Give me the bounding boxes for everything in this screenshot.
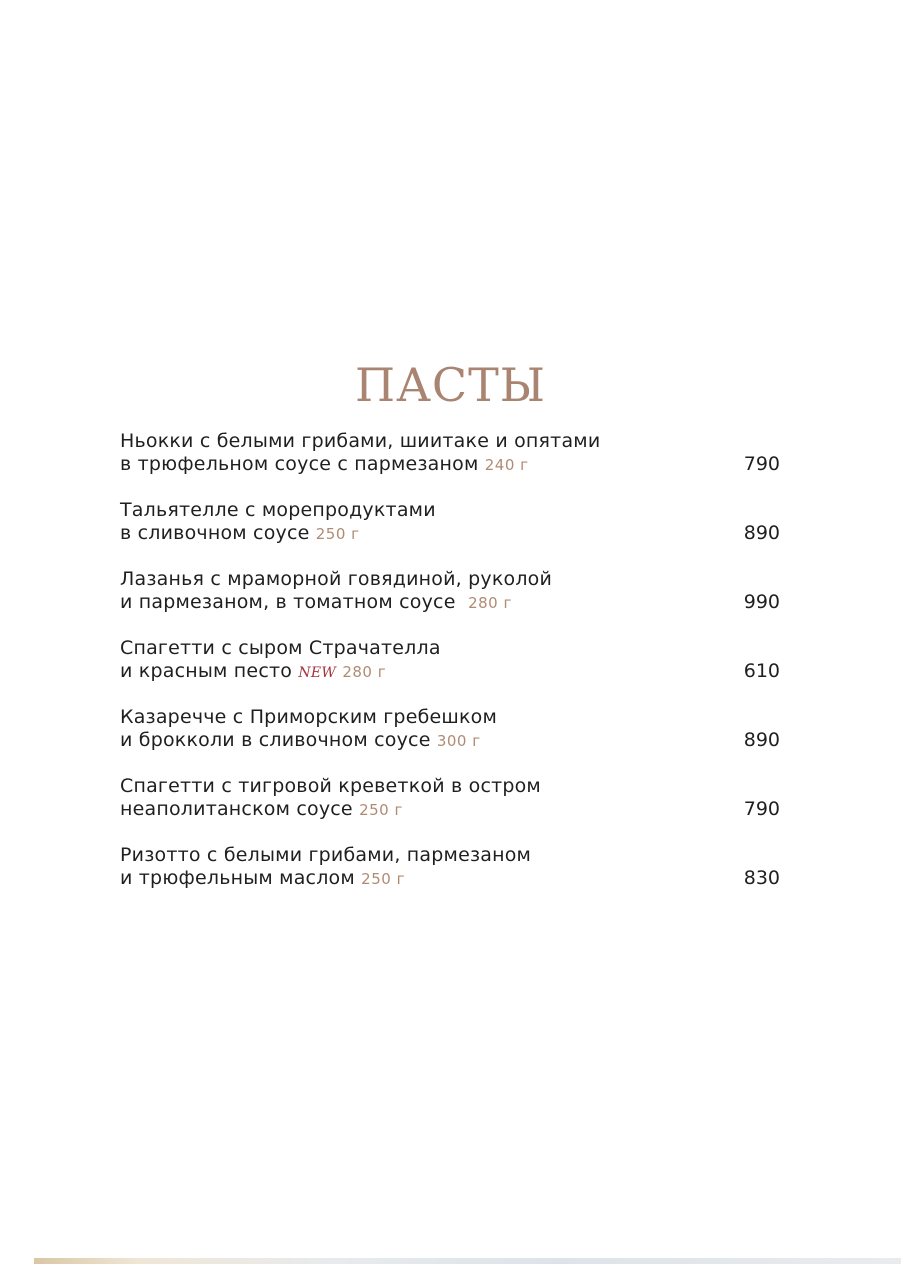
item-description: неаполитанском соусе	[120, 798, 353, 820]
item-description: и трюфельным маслом	[120, 867, 355, 889]
item-name-line-2	[120, 591, 782, 615]
menu-item	[120, 430, 782, 499]
menu-item	[120, 637, 782, 706]
item-weight: 300 г	[436, 732, 481, 750]
item-name-line-1: Казаречче с Приморским гребешком	[120, 706, 498, 728]
menu-item	[120, 775, 782, 844]
decorative-photo-strip	[34, 1258, 901, 1264]
item-name-line-1: Ньокки с белыми грибами, шиитаке и опятами	[120, 430, 601, 452]
item-price: 890	[743, 729, 780, 751]
item-name-line-1: Спагетти с сыром Страчателла	[120, 637, 441, 659]
item-price: 790	[743, 453, 780, 475]
item-name-line-1: Лазанья с мраморной говядиной, руколой	[120, 568, 553, 590]
item-name-line-2	[120, 729, 782, 753]
item-price: 830	[743, 867, 780, 889]
item-price: 610	[743, 660, 780, 682]
item-name-line-2	[120, 522, 782, 546]
new-badge: NEW	[298, 665, 337, 681]
item-name-line-2	[120, 660, 782, 685]
item-name-line-2	[120, 798, 782, 822]
item-weight: 250 г	[315, 525, 360, 543]
item-description: в сливочном соусе	[120, 522, 310, 544]
item-description: в трюфельном соусе с пармезаном	[120, 453, 479, 475]
item-name-line-1: Тальятелле с морепродуктами	[120, 499, 436, 521]
menu-item	[120, 499, 782, 568]
menu-item	[120, 844, 782, 913]
item-weight: 250 г	[359, 801, 403, 819]
item-description: и красным песто	[120, 660, 293, 682]
item-price: 790	[743, 798, 780, 820]
item-weight: 240 г	[484, 456, 529, 474]
item-weight: 250 г	[361, 870, 405, 888]
menu-item	[120, 568, 782, 637]
item-description: и брокколи в сливочном соусе	[120, 729, 431, 751]
item-name-line-2	[120, 453, 782, 477]
item-name-line-1: Ризотто с белыми грибами, пармезаном	[120, 844, 532, 866]
item-price: 890	[743, 522, 780, 544]
item-weight: 280 г	[468, 594, 512, 612]
menu-list	[120, 430, 782, 913]
item-description: и пармезаном, в томатном соусе	[120, 591, 456, 613]
item-weight: 280 г	[342, 663, 387, 681]
item-name-line-1: Спагетти с тигровой креветкой в остром	[120, 775, 541, 797]
item-price: 990	[743, 591, 780, 613]
item-name-line-2	[120, 867, 782, 891]
section-title: ПАСТЫ	[354, 358, 547, 412]
menu-item	[120, 706, 782, 775]
